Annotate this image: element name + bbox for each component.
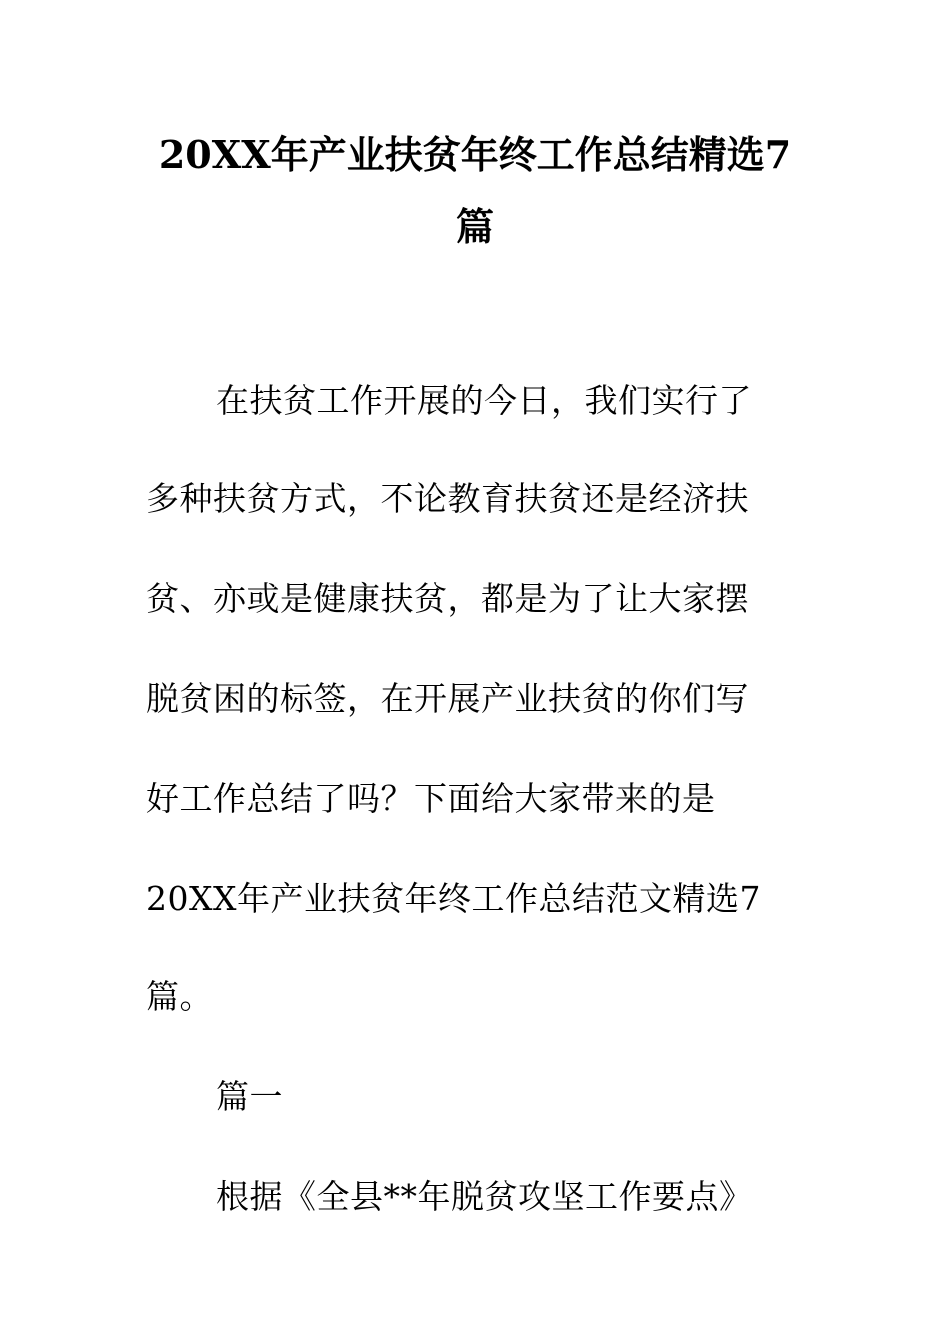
intro-line-2: 多种扶贫方式，不论教育扶贫还是经济扶 [146,479,749,518]
intro-line-4: 脱贫困的标签，在开展产业扶贫的你们写 [146,679,749,718]
document-title-line-1: 20XX年产业扶贫年终工作总结精选7 [158,132,792,177]
body-line-1: 根据《全县**年脱贫攻坚工作要点》 [216,1177,753,1216]
intro-line-7: 篇。 [146,977,213,1016]
section-heading: 篇一 [216,1077,283,1116]
intro-line-1: 在扶贫工作开展的今日，我们实行了 [216,381,752,420]
document-title-line-2: 篇 [455,204,494,249]
intro-line-5: 好工作总结了吗？下面给大家带来的是 [146,779,716,818]
intro-line-6: 20XX年产业扶贫年终工作总结范文精选7 [146,879,761,918]
intro-line-3: 贫、亦或是健康扶贫，都是为了让大家摆 [146,579,749,618]
